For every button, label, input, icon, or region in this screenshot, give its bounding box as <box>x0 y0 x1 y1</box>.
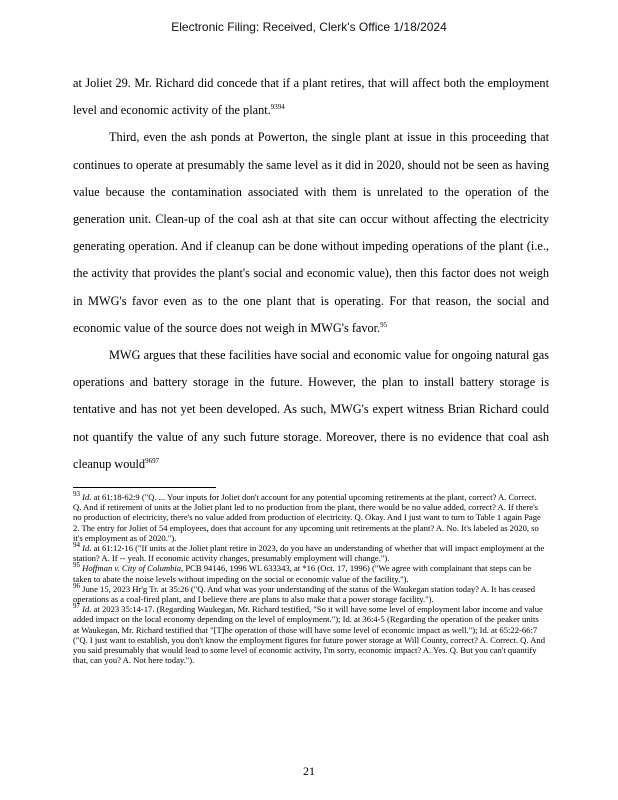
paragraph-2 <box>73 124 549 342</box>
footnote-94 <box>73 543 545 563</box>
footnote-ref-93[interactable]: 93 <box>270 103 278 112</box>
footnote-95 <box>73 563 545 583</box>
footnotes <box>73 492 545 665</box>
footnote-cite: Id. <box>82 604 92 615</box>
footnote-separator <box>73 487 216 488</box>
footnote-ref-97[interactable]: 97 <box>152 456 160 465</box>
footnote-cite: Id. <box>82 492 92 502</box>
filing-header: Electronic Filing: Received, Clerk's Office 1/18/2024 <box>171 20 447 34</box>
footnote-text: at 61:18-62:9 ("Q. ... Your inputs for Joliet don't account for any potential upcoming retirements at the plant, correct? A. Correct. Q. And if retirement of units at the Joliet plant led to no production from the plant, there would be no value added, correct? A. If there's no production of electricity, there's no value added from production of electricity. Q. Okay. And I just want to turn to Table 1 again Page 2. The entry for Joliet of 54 employees, does that account for any upcoming unit retirements at the plant? A. No. It's labeled as 2020, so it's employment as of 2020."). <box>73 492 541 543</box>
footnote-text: PCB 94146, 1996 WL 633343, at *16 (Oct. 17, 1996) ("We agree with complainant that steps can be taken to abate the noise levels without impeding on the social or economic value of the facility."). <box>73 563 532 584</box>
footnote-97 <box>73 604 545 665</box>
paragraph-2-text: Third, even the ash ponds at Powerton, the single plant at issue in this proceeding that continues to operate at presumably the same level as it did in 2020, should not be seen as having value because the contamination associated with them is unrelated to the operation of the generation unit. Clean-up of the coal ash at that site can occur without affecting the electricity generating operation. And if cleanup can be done without impeding operations of the plant (i.e., the activity that provides the plant's social and economic value), then this factor does not weigh in MWG's favor even as to the one plant that is operating. For that reason, the social and economic value of the source does not weigh in MWG's favor. <box>73 130 549 335</box>
footnote-number: 93 <box>73 490 80 499</box>
footnote-93 <box>73 492 545 543</box>
body-text <box>73 70 549 478</box>
footnote-ref-95[interactable]: 95 <box>380 320 388 329</box>
footnote-cite: Id. <box>82 543 92 554</box>
footnote-ref-96[interactable]: 96 <box>145 456 153 465</box>
paragraph-3-text: MWG argues that these facilities have social and economic value for ongoing natural gas operations and battery storage in the future. However, the plan to install battery storage is tentative and has not yet been developed. As such, MWG's expert witness Brian Richard could not quantify the value of any such future storage. Moreover, there is no evidence that coal ash cleanup would <box>73 348 549 471</box>
paragraph-1-text: at Joliet 29. Mr. Richard did concede that if a plant retires, that will affect both the employment level and economic activity of the plant. <box>73 76 549 118</box>
paragraph-3 <box>73 342 549 478</box>
footnote-96 <box>73 581 545 605</box>
paragraph-1 <box>73 70 549 124</box>
footnote-number: 95 <box>73 561 80 570</box>
footnote-ref-94[interactable]: 94 <box>277 103 285 112</box>
footnote-number: 96 <box>73 581 80 590</box>
footnote-number: 97 <box>73 602 80 611</box>
footnote-text: at 61:12-16 ("If units at the Joliet plant retire in 2023, do you have an understanding of whether that will impact employment at the station? A. If -- yeah. If economic activity changes, presumably employment will change."). <box>73 543 545 564</box>
footnote-number: 94 <box>73 541 80 550</box>
footnote-text: June 15, 2023 Hr'g Tr. at 35:26 ("Q. And what was your understanding of the status of the Waukegan station today? A. It has ceased operations as a coal-fired plant, and I believe there are plans to also make that a power storage facility."). <box>73 583 536 605</box>
page-number: 21 <box>303 764 315 778</box>
footnote-text: at 2023 35:14-17. (Regarding Waukegan, Mr. Richard testified, "So it will have some level of employment labor income and value added impact on the local economy depending on the level of employment."); Id. at 36:4-5 (Regarding the operation of the peaker units at Waukegan, Mr. Richard testified that "[T]he operation of those will have some level of economic impact as well."); Id. at 65:22-66:7 ("Q. I just want to establish, you don't know the employment figures for future power storage at Will County, correct? A. Correct. Q. And you said presumably that would lead to some level of economic activity, I'm sorry, economic impact? A. Yes. Q. But you can't quantify that, can you? A. Not here today."). <box>73 604 546 666</box>
footnote-cite: Hoffman v. City of Columbia, <box>82 563 184 574</box>
